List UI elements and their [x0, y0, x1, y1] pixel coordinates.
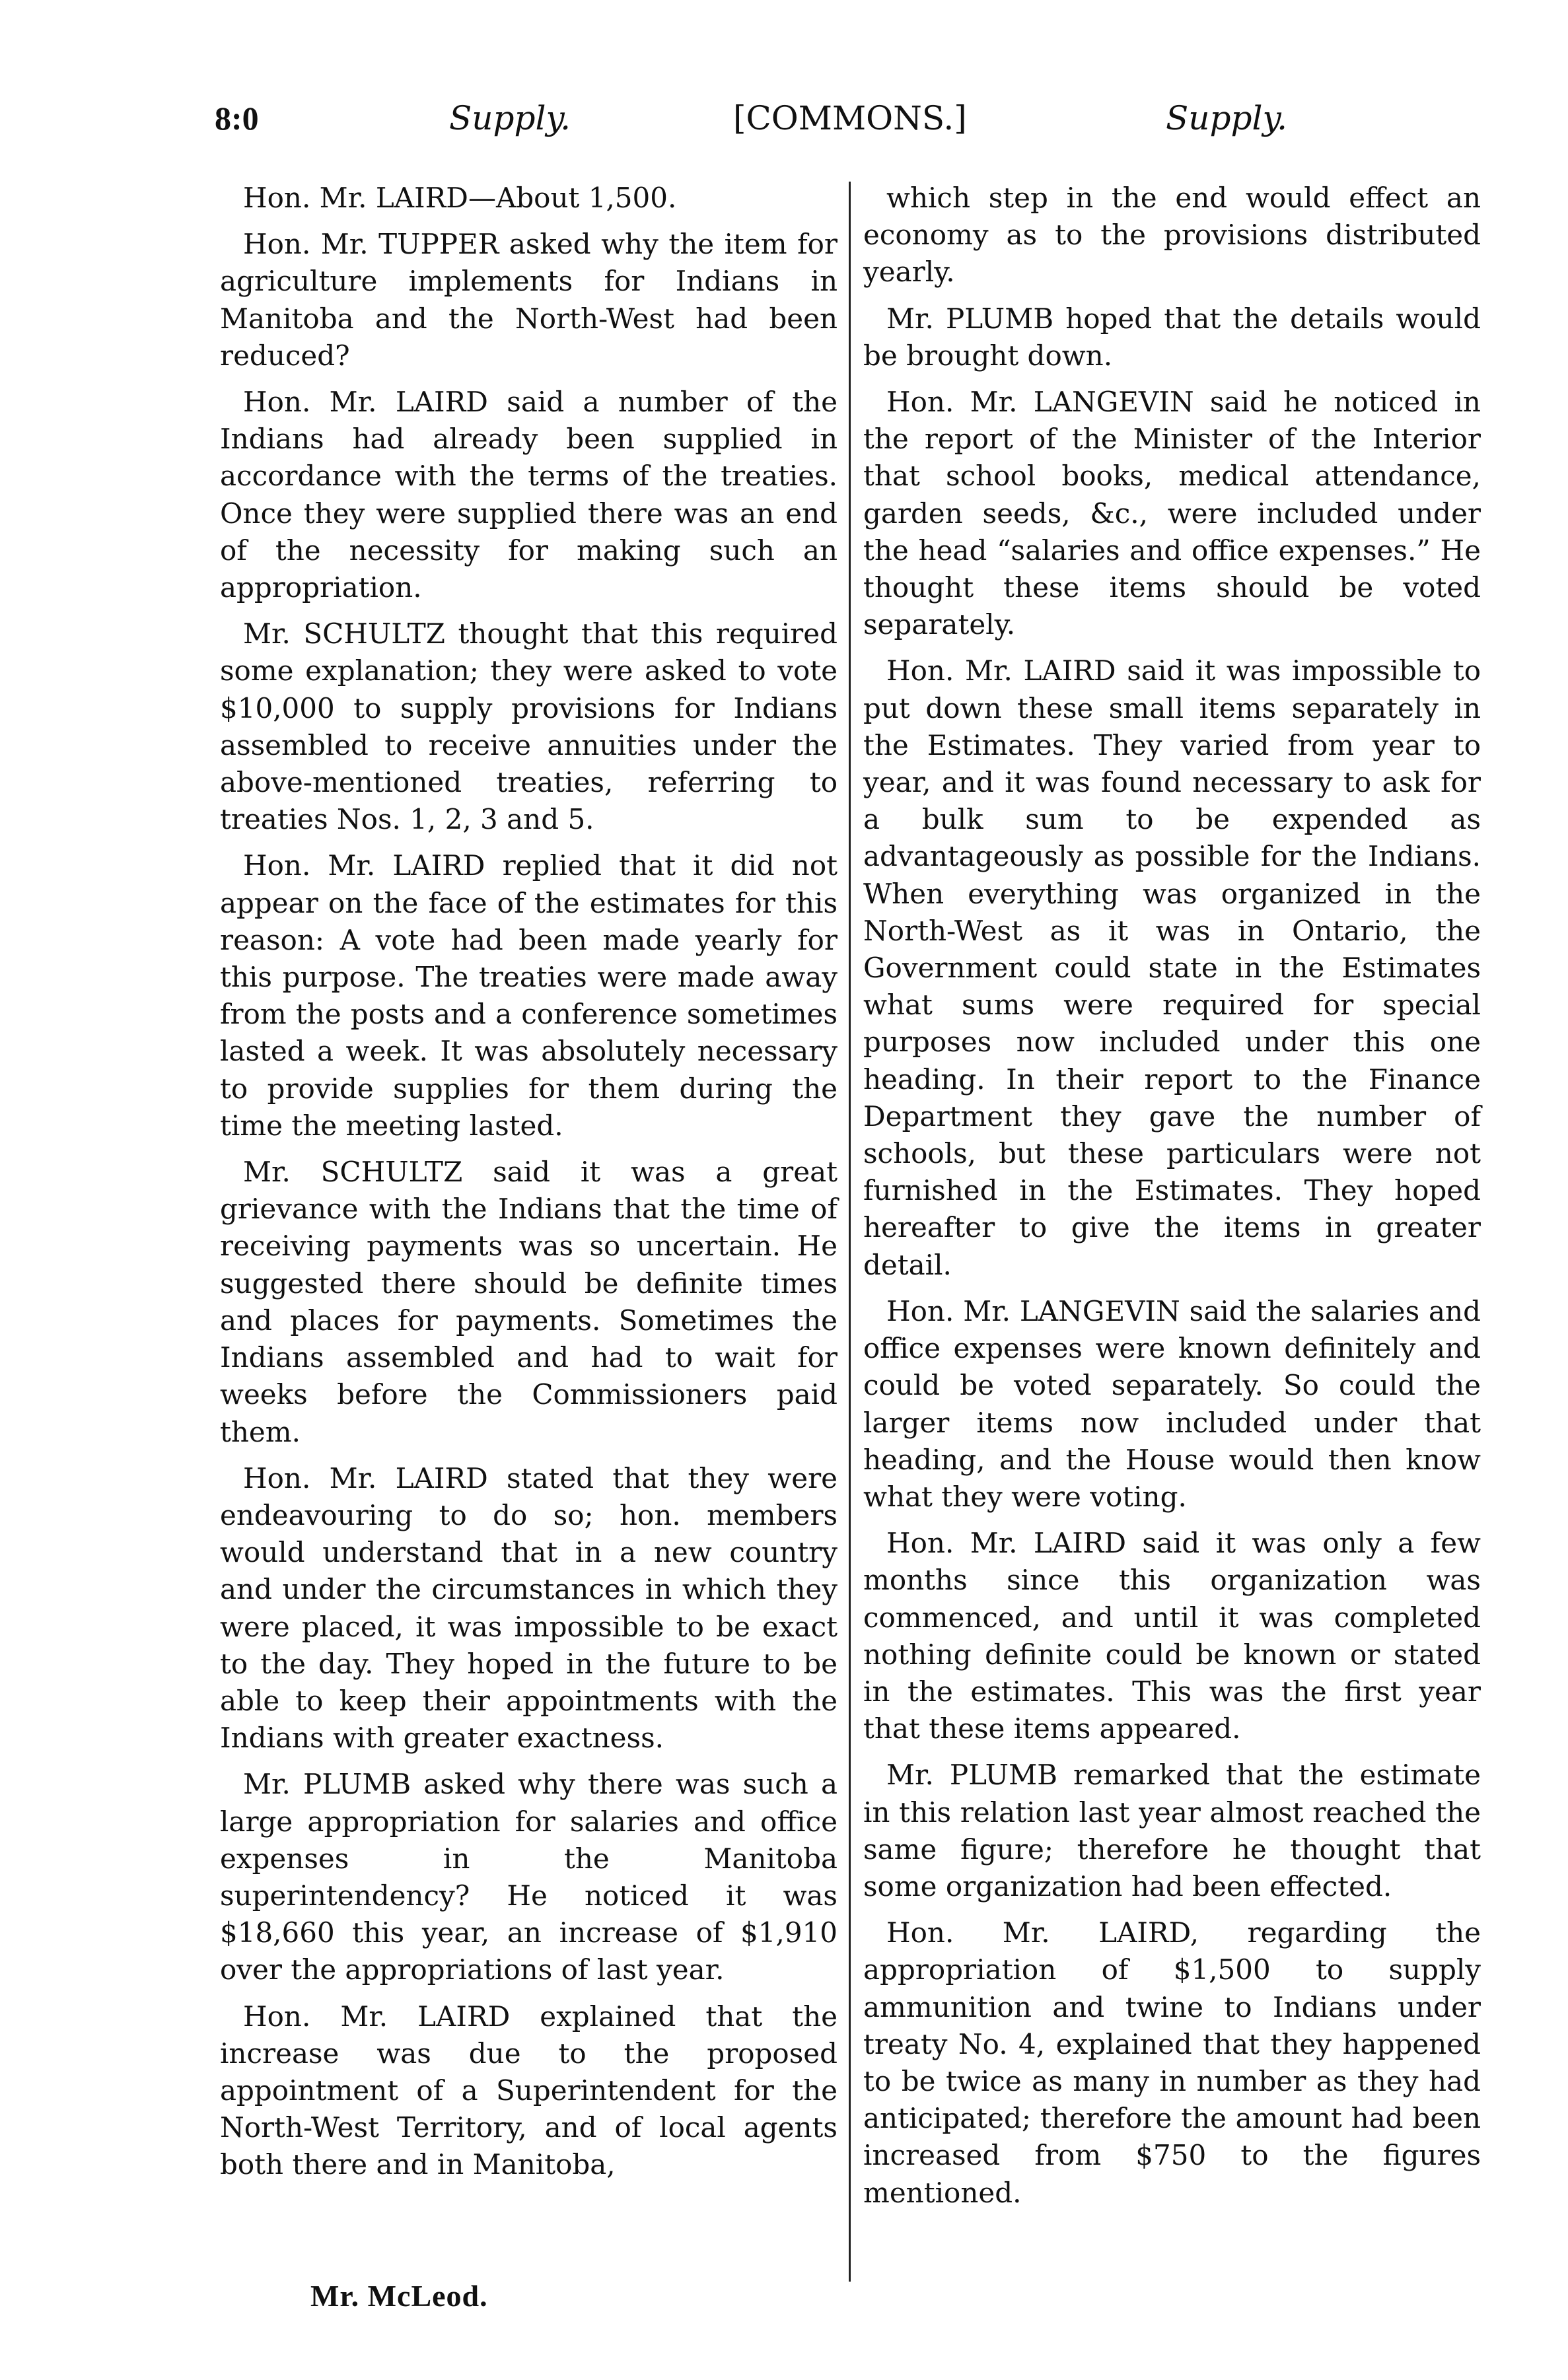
paragraph: Hon. Mr. LANGEVIN said he noticed in the report of the Minister of the Interior that school books, medical attendance, garden seeds, &c., were included under the head “salaries and office expenses.” He thought these items should be voted separately. [863, 386, 1481, 641]
page-header [215, 99, 1301, 158]
left-column [220, 180, 837, 2193]
paragraph: Mr. PLUMB hoped that the details would be brought down. [863, 302, 1481, 372]
paragraph: Mr. PLUMB asked why there was such a large appropriation for salaries and office expenses in the Manitoba superintendency? He noticed it was $18,660 this year, an increase of $1,910 over the appropriations of last year. [220, 1768, 837, 1986]
header-right-title: Supply. [1166, 99, 1287, 137]
paragraph: Hon. Mr. TUPPER asked why the item for agriculture implements for Indians in Manitoba and the North-West had been reduced? [220, 228, 837, 372]
paragraph: which step in the end would effect an economy as to the provisions distributed yearly. [863, 182, 1481, 289]
paragraph: Mr. SCHULTZ thought that this required some explanation; they were asked to vote $10,000 to supply provisions for Indians assembled to receive annuities under the above-mentioned treaties, referring to treaties Nos. 1, 2, 3 and 5. [220, 617, 837, 836]
right-column [863, 180, 1481, 2221]
column-divider [849, 182, 851, 2282]
paragraph: Mr. PLUMB remarked that the estimate in this relation last year almost reached the same figure; therefore he thought that some organization had been effected. [863, 1759, 1481, 1903]
paragraph: Hon. Mr. LAIRD—About 1,500. [243, 182, 677, 214]
paragraph: Hon. Mr. LAIRD said it was impossible to put down these small items separately in the Estimates. They varied from year to year, and it was found necessary to ask for a bulk sum to be expended as advantageously as possible for the Indians. When everything was organized in the North-West as it was in Ontario, the Government could state in the Estimates what sums were required for special purposes now included under this one heading. In their report to the Finance Department they gave the number of schools, but these particulars were not furnished in the Estimates. They hoped hereafter to give the items in greater detail. [863, 654, 1481, 1281]
header-center-title: [COMMONS.] [733, 99, 967, 137]
paragraph: Hon. Mr. LAIRD said it was only a few months since this organization was commenced, and until it was completed nothing definite could be known or stated in the estimates. This was the first year that these items appeared. [863, 1527, 1481, 1745]
header-left-title: Supply. [449, 99, 571, 137]
footer-signature: Mr. McLeod. [310, 2279, 488, 2313]
page-number: 8:0 [215, 100, 259, 137]
paragraph: Hon. Mr. LANGEVIN said the salaries and office expenses were known definitely and could be voted separately. So could the larger items now included under that heading, and the House would then know what they were voting. [863, 1294, 1481, 1513]
paragraph: Hon. Mr. LAIRD stated that they were endeavouring to do so; hon. members would understand that in a new country and under the circumstances in which they were placed, it was impossible to be exact to the day. They hoped in the future to be able to keep their appointments with the Indians with greater exactness. [220, 1461, 837, 1755]
paragraph: Hon. Mr. LAIRD replied that it did not appear on the face of the estimates for this reason: A vote had been made yearly for this purpose. The treaties were made away from the posts and a conference sometimes lasted a week. It was absolutely necessary to provide supplies for them during the time the meeting lasted. [220, 849, 837, 1142]
paragraph: Mr. SCHULTZ said it was a great grievance with the Indians that the time of receiving payments was so uncertain. He suggested there should be definite times and places for payments. Sometimes the Indians assembled and had to wait for weeks before the Commissioners paid them. [220, 1156, 837, 1448]
paragraph: Hon. Mr. LAIRD explained that the increase was due to the proposed appointment of a Superintendent for the North-West Territory, and of local agents both there and in Manitoba, [220, 2000, 837, 2181]
paragraph: Hon. Mr. LAIRD said a number of the Indians had already been supplied in accordance with the terms of the treaties. Once they were supplied there was an end of the necessity for making such an appropriation. [220, 386, 837, 604]
paragraph: Hon. Mr. LAIRD, regarding the appropriation of $1,500 to supply ammunition and twine to Indians under treaty No. 4, explained that they happened to be twice as many in number as they had anticipated; therefore the amount had been increased from $750 to the figures mentioned. [863, 1916, 1481, 2209]
